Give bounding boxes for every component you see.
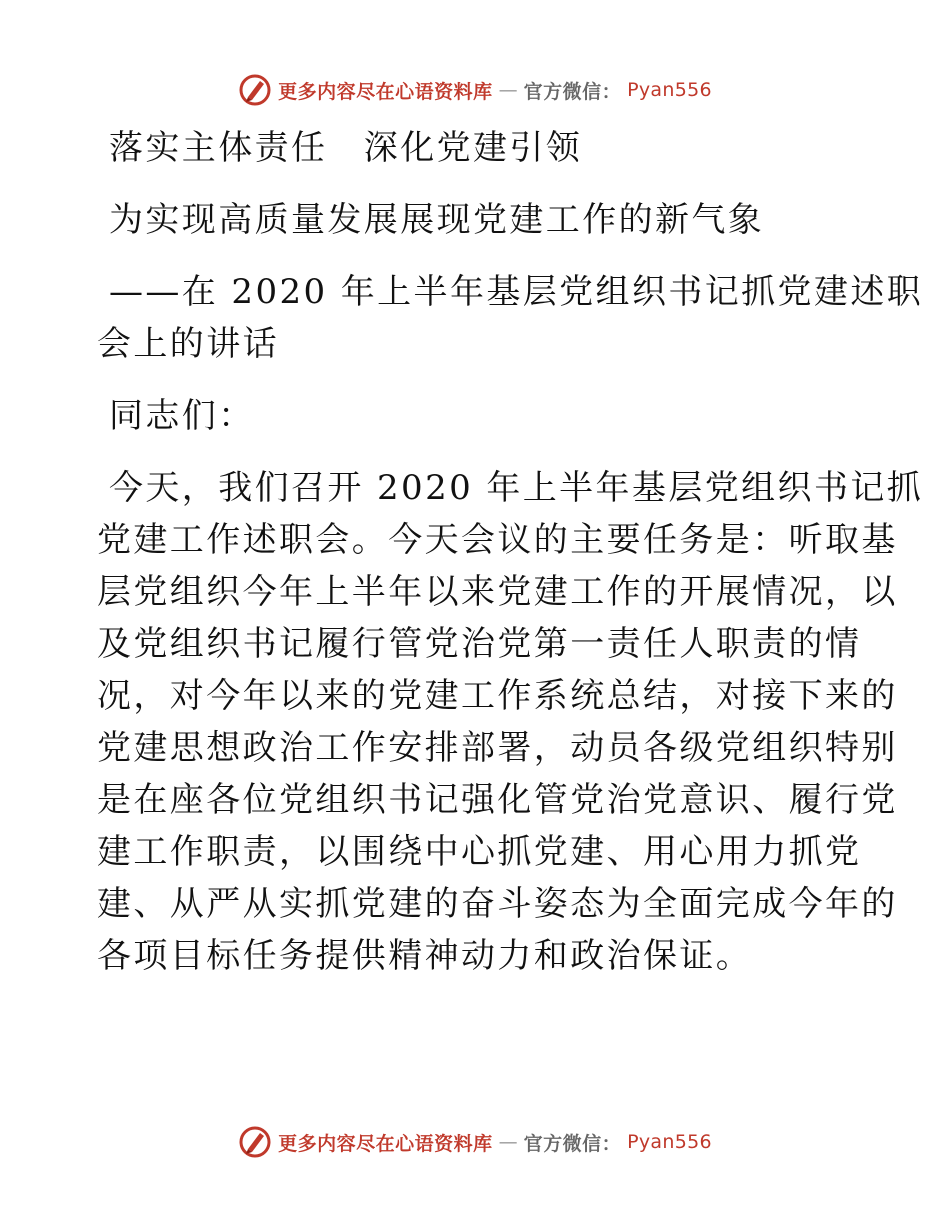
watermark-dash: — <box>498 1131 518 1153</box>
paragraph-line: 今天，我们召开 2020 年上半年基层党组织书记抓 <box>109 468 924 508</box>
watermark-dash: — <box>498 79 518 101</box>
body-paragraph <box>97 462 924 982</box>
paragraph-line: 建工作职责，以围绕中心抓党建、用心用力抓党 <box>97 832 862 872</box>
watermark-contact-id: Pyan556 <box>627 1131 712 1153</box>
pen-logo-icon <box>238 73 272 107</box>
watermark-contact-label: 官方微信： <box>523 1132 622 1155</box>
salutation: 同志们： <box>109 396 255 436</box>
paragraph-line: 是在座各位党组织书记强化管党治党意识、履行党 <box>97 780 898 820</box>
document-body <box>97 122 924 982</box>
title-line-2: 为实现高质量发展展现党建工作的新气象 <box>109 200 765 240</box>
paragraph-line: 党建思想政治工作安排部署，动员各级党组织特别 <box>97 728 898 768</box>
header-watermark <box>0 70 950 110</box>
pen-logo-icon <box>238 1125 272 1159</box>
watermark-text: 更多内容尽在心语资料库 <box>278 1132 493 1155</box>
subtitle-line-2: 会上的讲话 <box>97 324 279 364</box>
title-line-1: 落实主体责任 深化党建引领 <box>109 128 583 168</box>
subtitle-line-1: ——在 2020 年上半年基层党组织书记抓党建述职 <box>109 272 924 312</box>
watermark-text: 更多内容尽在心语资料库 <box>278 80 493 103</box>
paragraph-line: 及党组织书记履行管党治党第一责任人职责的情 <box>97 624 862 664</box>
footer-watermark <box>0 1122 950 1162</box>
watermark-contact-label: 官方微信： <box>523 80 622 103</box>
watermark-contact-id: Pyan556 <box>627 79 712 101</box>
paragraph-line: 各项目标任务提供精神动力和政治保证。 <box>97 936 753 976</box>
paragraph-line: 况，对今年以来的党建工作系统总结，对接下来的 <box>97 676 898 716</box>
paragraph-line: 党建工作述职会。今天会议的主要任务是：听取基 <box>97 520 898 560</box>
paragraph-line: 层党组织今年上半年以来党建工作的开展情况，以 <box>97 572 898 612</box>
paragraph-line: 建、从严从实抓党建的奋斗姿态为全面完成今年的 <box>97 884 898 924</box>
